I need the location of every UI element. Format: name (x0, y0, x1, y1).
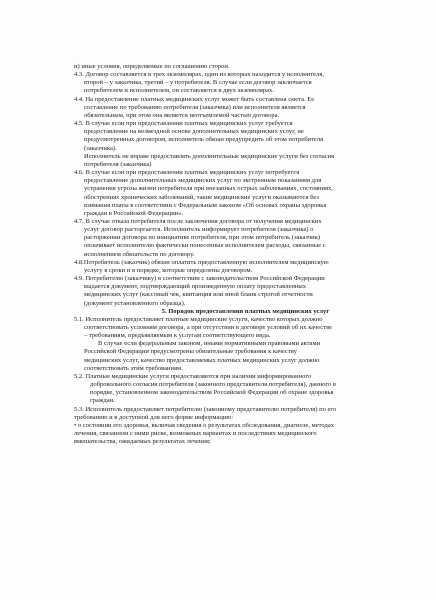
text-line: второй – у заказчика, третий – у потребителя. В случае если договор заключается (84, 79, 312, 87)
text-line: услугу в сроки и в порядке, которые определены договором. (84, 266, 253, 274)
text-line: предоставление на возмездной основе дополнительных медицинских услуг, не (84, 128, 304, 136)
text-line: граждан. (90, 397, 115, 405)
text-line: предусмотренных договором, исполнитель обязан предупредить об этом потребителя (84, 136, 324, 144)
text-line: потребителя (заказчика) (84, 160, 152, 168)
clause-4-8: 4.8.Потребитель (заказчик) обязан оплатить предоставленную исполнителем медицинскую (74, 258, 329, 266)
text-line: соответствовать этим требованиям. (84, 364, 183, 372)
text-line: услуг договор расторгается. Исполнитель информирует потребителя (заказчика) о (84, 226, 314, 234)
text-line: исполнением обязательств по договору. (84, 250, 195, 258)
clause-5-1: 5.1. Исполнитель предоставляет платные медицинские услуги, качество которых должно (74, 315, 323, 323)
text-line: расторжении договора по инициативе потребителя, при этом потребитель (заказчик) (84, 234, 321, 242)
text-line: взимания платы в соответствии с Федеральным законом «Об основах охраны здоровья (84, 201, 327, 209)
text-line: (заказчика). (84, 144, 117, 152)
text-line: устранения угрозы жизни потребителя при внезапных острых заболеваниях, состояниях, (84, 185, 333, 193)
section-5-heading: 5. Порядок предоставления платных медицинских услуг (161, 307, 330, 315)
text-line: оплачивает исполнителю фактически понесенные исполнителем расходы, связанные с (84, 242, 326, 250)
text-line: требованию и в доступной для него форме информацию: (74, 413, 234, 421)
text-line: В случае если федеральным законом, иными нормативными правовыми актами (98, 340, 321, 348)
clause-4-3: 4.3. Договор составляется в трех экземплярах, один из которых находится у исполнителя, (74, 71, 324, 79)
text-line: выдается документ, подтверждающий произведенную оплату предоставленных (84, 283, 307, 291)
clause-4-9: 4.9. Потребителю (заказчику) в соответствии с законодательством Российской Федерации (74, 275, 325, 283)
text-line: медицинских услуг (кассовый чек, квитанция или иной бланк строгой отчетности (84, 291, 313, 299)
clause-4-5: 4.5. В случае если при предоставлении платных медицинских услуг требуется (74, 120, 293, 128)
text-line: добровольного согласия потребителя (законного представителя потребителя), данного в (90, 381, 336, 389)
text-line: вмешательства, ожидаемых результатах лечения; (74, 438, 211, 446)
text-line: (документ установленного образца). (84, 299, 186, 307)
clause-4-6: 4.6. В случае если при предоставлении платных медицинских услуг потребуется (74, 169, 300, 177)
clause-5-2: 5.2. Платные медицинские услуги предоставляются при наличии информированного (74, 372, 312, 380)
text-line: предоставление дополнительных медицинских услуг по экстренным показаниям для (84, 177, 322, 185)
text-line: – требованиям, предъявляемым к услугам соответствующего вида. (84, 332, 271, 340)
text-line: порядке, установленном законодательством Российской Федерации об охране здоровья (90, 389, 334, 397)
text-line: обострениях хронических заболеваний, такие медицинские услуги оказываются без (84, 193, 319, 201)
text-line: соответствовать условиям договора, а при отсутствии в договоре условий об их качестве (84, 324, 333, 331)
clause-4-4: 4.4. На предоставление платных медицинских услуг может быть составлена смета. Ее (74, 95, 315, 103)
clause-4-7: 4.7. В случае отказа потребителя после заключения договора от получения медицинских (74, 217, 322, 225)
document-text (74, 63, 417, 446)
text-line: составление по требованию потребителя (заказчика) или исполнителя является (84, 103, 306, 111)
text-line: и) иные условия, определяемые по соглашению сторон. (74, 63, 230, 70)
text-line: лечения, связанном с ними риске, возможных вариантах и последствиях медицинского (74, 430, 317, 438)
text-line: медицинских услуг, качество предоставляемых платных медицинских услуг должно (84, 356, 320, 364)
clause-5-3: 5.3. Исполнитель предоставляет потребителю (законному представителю потребителя) по его (74, 405, 337, 413)
text-line: граждан в Российской Федерации». (84, 209, 184, 217)
text-line: потребителем и исполнителем, он составляется в двух экземплярах. (84, 87, 274, 95)
text-line: Российской Федерации предусмотрены обязательные требования к качеству (84, 348, 297, 356)
text-line: Исполнитель не вправе предоставлять дополнительные медицинские услуги без согласия (84, 152, 335, 160)
list-item: • о состоянии его здоровья, включая сведения о результатах обследования, диагнозе, методах (74, 421, 335, 429)
text-line: обязательным, при этом она является неотъемлемой частью договора. (84, 111, 280, 119)
